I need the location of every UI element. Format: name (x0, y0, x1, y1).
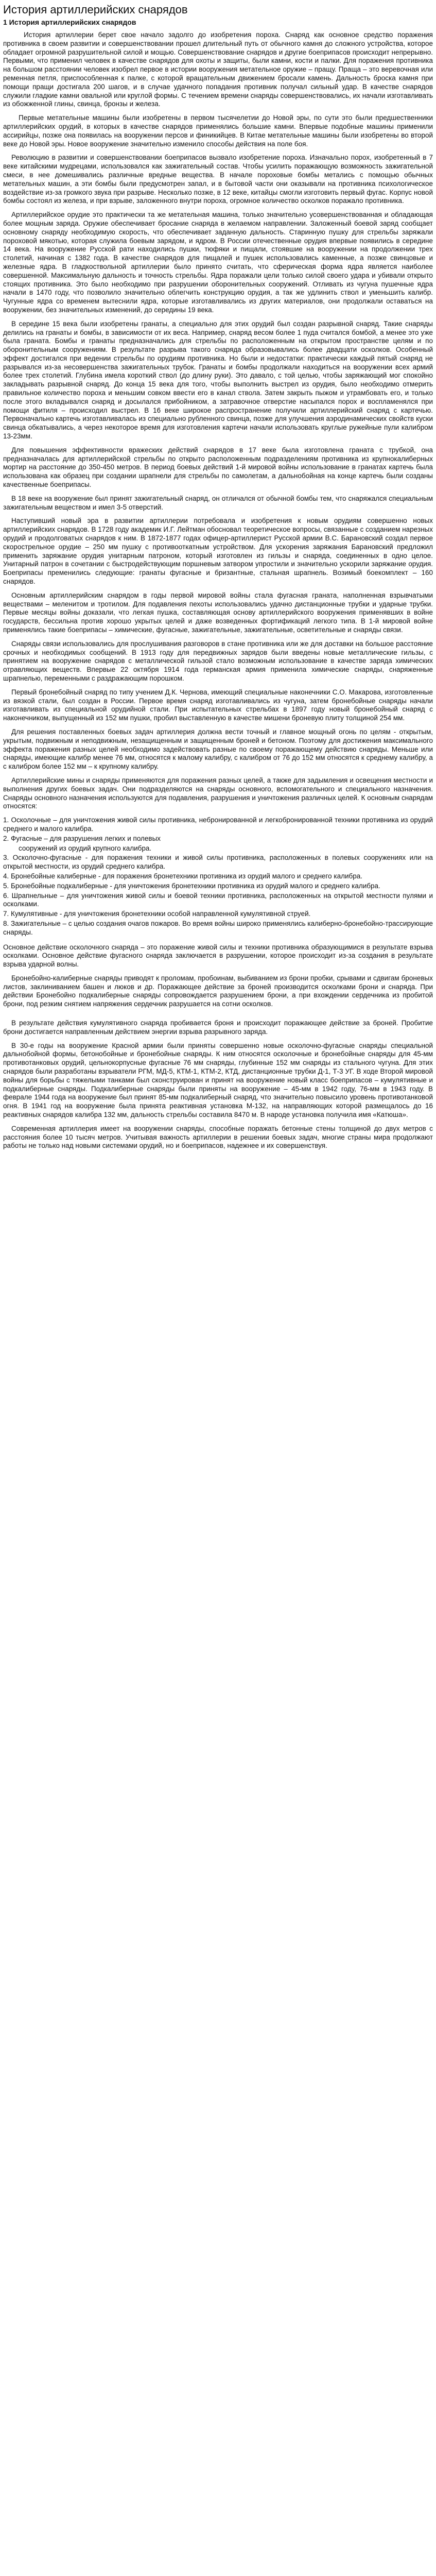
spacer (3, 938, 433, 943)
section-heading: 1 История артиллерийских снарядов (3, 18, 136, 26)
paragraph-6: Для повышения эффективности вражеских действий снарядов в 17 веке была изготовлена граната с трубкой, она предназначалась для артиллерийской стрельбы по открыто расположенным подразделениям противника из крупнокалиберных мортир на расстояние до 350-450 метров. В период боевых действий 1-й мировой войны использование в гранатах картечь была использована как образец при создании шрапнели для стрельбы по самолетам, а дальнобойная на конце картечь были созданы качественные боеприпасы. (3, 446, 433, 489)
list-item: 6. Шрапнельные – для уничтожения живой силы и боевой техники противника, расположенных на открытой местности пулями и осколками. (3, 891, 433, 908)
paragraph-11: Первый бронебойный снаряд по типу учением Д.К. Чернова, имеющий специальные наконечники С.О. Макарова, изготовленные из вязкой стали, был создан в России. Первое время снаряд изготавливались из чугуна, затем бронебойные снаряды начали изготавливать из специальной орудийной стали. При испытательных стрельбах в 1897 году новый бронебойный снаряд с наконечником, выпущенный из 152 мм пушки, пробил выставленную в качестве мишени броневую плиту толщиной 254 мм. (3, 688, 433, 722)
paragraph-1: История артиллерии берет свое начало задолго до изобретения пороха. Снаряд как основное средство поражения противника в своем развитии и совершенствовании прошел длительный путь от обычного камня до сложного устройства, которое обладает огромной разрушительной силой и мощью. Совершенствование снарядов и другие боеприпасов происходит непрерывно. Первыми, что применил человек в качестве снарядов для охоты и защиты, были камни, кости и палки. Для поражения противника на большом расстоянии человек изобрел первое в истории вооружения метательное оружие – пращу. Праща – это веревочная или ременная петля, приспособленная к палке, с которой вращательным движением бросали камень. Дальность броска камня при помощи пращи достигала 200 шагов, и в случае удачного попадания противник получал сильный удар. В качестве снарядов служили гладкие камни овальной или круглой формы. С течением времени снаряды совершенствовались, их начали изготавливать из обожженной глины, свинца, бронзы и железа. (3, 31, 433, 108)
paragraph-12: Для решения поставленных боевых задач артиллерия должна вести точный и главное мощный огонь по целям - открытым, укрытым, подвижным и неподвижным, незащищенным и защищенным броней и бетоном. Поэтому для достижения максимального эффекта поражения разных целей необходимо задействовать разные по своему поражающему действию снаряды. Меньше или снаряды, имеющие калибр менее 76 мм, относятся к малому калибру, с калибром от 76 до 152 мм относятся к среднему калибру, а с калибром более 152 мм – к крупному калибру. (3, 727, 433, 771)
list-item: 7. Кумулятивные - для уничтожения бронетехники особой направленной кумулятивной струей. (3, 910, 311, 918)
paragraph-15: Бронебойно-калиберные снаряды приводят к проломам, пробоинам, выбиванием из брони пробки, срывами и сдвигам броневых листов, заклиниванием башен и люков и др. Поражающее действие за броней производится осколками брони и снаряда. При действии Бронебойно подкалиберные снаряды сопровождается разрушением брони, а при вхождении сердечника из пробитой брони, под резким снятием напряжения сердечник разрушается на сотни осколков. (3, 974, 433, 1008)
paragraph-2: Первые метательные машины были изобретены в первом тысячелетии до Новой эры, по сути это были предшественники артиллерийских орудий, в которых в качестве снарядов применялись большие камни. Впервые подобные машины применили ассирийцы, позже она появилась на вооружении персов и финикийцев. В Китае метательные машины были изобретены во второй веке до Новой эры. Новое вооружение значительно изменило способы действия на поле боя. (3, 114, 433, 148)
paragraph-13: Артиллерийские мины и снаряды применяются для поражения разных целей, а также для задымления и освещения местности и выполнения других боевых задач. Они подразделяются на снаряды основного, вспомогательного и специального назначения. Снаряды основного назначения используются для подавления, разрушения и уничтожения различных целей. К основным снарядам относятся: (3, 776, 433, 810)
paragraph-7: В 18 веке на вооружение был принят зажигательный снаряд, он отличался от обычной бомбы тем, что снаряжался специальным зажигательным веществом и имел 3-5 отверстий. (3, 494, 433, 511)
paragraph-8: Наступивший новый эра в развитии артиллерии потребовала и изобретения к новым орудиям совершенно новых артиллерийских снарядов. В 1728 году академик И.Г. Лейтман обосновал теоретическое вопросы, связанные с созданием нарезных орудий и продолговатых снарядов к ним. В 1872-1877 годах офицер-артиллерист Русской армии В.С. Барановский создал первое скорострельное орудие – 250 мм пушку с противооткатным устройством. Для ускорения заряжания Барановский предложил применить заряжание орудия унитарным патроном, который изготовлен из гильзы и снаряда, соединенных в одно целое. Унитарный патрон в сочетании с быстродействующим поршневым затвором упростили и значительно ускорили заряжание орудия. Боеприпасы пременились следующие: гранаты фугасные и бризантные, стальная шрапнель. Возимый боекомплект – 160 снарядов. (3, 517, 433, 586)
list-item: сооружений из орудий крупного калибра. (19, 844, 152, 852)
paragraph-5: В середине 15 века были изобретены гранаты, а специально для этих орудий был создан разрывной снаряд. Такие снаряды делились на гранаты и бомбы, в зависимости от их веса. Например, снаряд весом более 1 пуда считался бомбой, а менее это уже была граната. Бомбы и гранаты предназначались для стрельбы по расположенным на открытом пространстве целям и по оборонительным сооружениям. В результате разрыва такого снаряда образовывались более двадцати осколков. Особенный эффект достигался при ведении стрельбы по орудиям противника. Но были и недостатки: практически каждый пятый снаряд не разрывался из-за несовершенства зажигательных трубок. Гранаты и бомбы продолжали находиться на вооружении всех армий более трех столетий. Глубина имела короткий ствол (до длину руки). Это давало, с той целью, чтобы заряжающий мог спокойно закладывать разрывной снаряд. До конца 15 века для того, чтобы выполнить выстрел из орудия, было необходимо отмерить правильное количество пороха и меньшим совком ввести его в канал ствола. Затем закрыть пыжом и утрамбовать его, и только после этого вкладывался снаряд и досылался прибойником, а затравочное отверстие насыпался порох и воспламенялся при помощи фитиля – происходил выстрел. В 16 веке широкое распространение получили артиллерийский снаряд с картечью. Первоначально картечь изготавливалась из специально рубленного свинца, позже для улучшения аэродинамических свойств куски свинца обкатывались, а через некоторое время для изготовления картечи начали использовать круглые ружейные пули калибром 13-23мм. (3, 319, 433, 440)
paragraph-16: В результате действия кумулятивного снаряда пробивается броня и происходит поражающее действие за броней. Пробитие брони достигается направленным действием энергии взрыва разрывного заряда. (3, 1019, 433, 1036)
paragraph-18: Современная артиллерия имеет на вооружении снаряды, способные поражать бетонные стены толщиной до двух метров с расстояния более 10 тысяч метров. Учитывая важность артиллерии в решении боевых задач, многие страны мира продолжают работы не только над новыми системами орудий, но и боеприпасов, надежнее и их совершенствуя. (3, 1124, 433, 1150)
paragraph-17: В 30-е годы на вооружение Красной армии были приняты совершенно новые осколочно-фугасные снаряды специальной дальнобойной формы, бетонобойные и бронебойные снаряды. К ним относятся осколочные и бронебойные снаряды для 45-мм противотанковых орудий, цельнокорпусные фугасные 76 мм снаряды, глубинные 152 мм снаряды из стального чугуна. Для этих снарядов были разработаны взрыватели РГМ, МД-5, КТМ-1, КТМ-2, КТД, дистанционные трубки Д-1, Т-3 УГ. В ходе Второй мировой войны для борьбы с тяжелыми танками был сконструирован и принят на вооружение новый класс боеприпасов – кумулятивные и подкалиберные снаряды. Подкалиберные снаряды были приняты на вооружение – 45-мм в 1942 году, 76-мм в 1943 году. В феврале 1944 года на вооружение был принят 85-мм подкалиберный снаряд, что значительно повысило уровень противотанковой огня. В 1941 год на вооружение была принята реактивная установка М-132, на направляющих которой размещалось до 16 реактивных снарядов калибра 132 мм, дальность стрельбы составила 8470 м. В народе установка получила имя «Катюша». (3, 1041, 433, 1119)
paragraph-14: Основное действие осколочного снаряда – это поражение живой силы и техники противника образующимися в результате взрыва осколками. Основное действие фугасного снаряда заключается в разрушении, которое происходит из-за создания в результате взрыва ударной волны. (3, 943, 433, 969)
list-item: 5. Бронебойные подкалиберные - для уничтожения бронетехники противника из орудий малого и среднего калибра. (3, 882, 380, 890)
article-page (0, 0, 436, 1160)
article-body (3, 31, 433, 1150)
paragraph-9: Основным артиллерийским снарядом в годы первой мировой войны стала фугасная граната, наполненная взрывчатыми веществами – меленитом и тротилом. Для подавления пехоты использовались удачно дистанционные трубки и ударные трубки. Первые месяцы войны доказали, что легкая пушка, составляющая основу артиллерийского вооружения применявших в войне государств, бессильна против хорошо укрытых целей и даже возведенных фортификаций легкого типа. В 1-й мировой войне применялись такие боеприпасы – химические, фугасные, зажигательные, зажигательные, осветительные и снаряды связи. (3, 591, 433, 634)
list-item: 3. Осколочно-фугасные - для поражения техники и живой силы противника, расположенных в полевых сооружениях или на открытой местности, из орудий среднего калибра. (3, 854, 433, 871)
list-item: 8. Зажигательные – с целью создания очагов пожаров. Во время войны широко применялись калиберно-бронебойно-трассирующие снаряды. (3, 919, 433, 936)
page-title: История артиллерийских снарядов (3, 3, 188, 16)
list-item: 1. Осколочные – для уничтожения живой силы противника, небронированной и легкобронированной техники противника из орудий среднего и малого калибра. (3, 816, 433, 833)
paragraph-10: Снаряды связи использовались для прослушивания разговоров в стане противника или же для доставки на большое расстояние срочных и необходимых сообщений. В 1913 году для передвижных зарядов были введены новые металлические гильзы, с принятием на вооружение снарядов с металлической гильзой стало возможным использование в качестве заряда химических отравляющих веществ. Впервые 22 октября 1914 года германская армия применила химические снаряды, снаряженные шрапнелью, переменными с раздражающим порошком. (3, 639, 433, 682)
projectile-types-list (3, 816, 433, 937)
list-item: 4. Бронебойные калиберные - для поражения бронетехники противника из орудий малого и среднего калибра. (3, 872, 363, 880)
list-item: 2. Фугасные – для разрушения легких и полевых (3, 834, 161, 842)
paragraph-3: Революцию в развитии и совершенствовании боеприпасов вызвало изобретение пороха. Изначально порох, изобретенный в 7 веке китайскими мудрецами, использовался как зажигательный состав. Чтобы усилить поражающую возможность зажигательной смеси, в нее домешивались различные вредные вещества. В начале пороховые бомбы метались с помощью обычных метательных машин, а эти бомбы были предусмотрен запал, и в бытовой части они оказывали на противника психологическое воздействие из-за громкого звука при разрыве. Несколько позже, в 12 веке, китайцы смогли изготовить первый фугас. Корпус новой бомбы состоял из железа, и при взрыве, заложенного внутри пороха, огромное количество осколков поражало противника. (3, 154, 433, 205)
paragraph-4: Артиллерийское орудие это практически та же метательная машина, только значительно усовершенствованная и обладающая более мощным заряда. Оружие обеспечивает бросание снаряда в желаемом направлении. Заложенный боевой заряд сообщает основному снаряду необходимую скорость, что обеспечивает заданную дальность. Старинную пушку для стрельбы заряжали пороховой мякотью, которая служила боевым зарядом, и ядром. В России отечественные орудия впервые появились в середине 14 века. На вооружение Русской рати находились пушки, тюфяки и пищали, стоявшие на вооружении на продолжении трех столетий, начиная с 1382 года. В качестве снарядов для пищалей и пушек использовались каменные, а позже свинцовые и железные ядра. В гладкоствольной артиллерии было принято считать, что сферическая форма ядра является наиболее совершенной. Максимальную дальность и точность стрельбы. Ядра поражали цели только силой своего удара и убивали открыто стоящих противника. Это было необходимо при разрушении оборонительных сооружений. Отливать из чугуна пушечные ядра начали в 1470 году, что позволило значительно облегчить конструкцию орудия, а так же удлинить ствол и уменьшить калибр. Чугунные ядра со временем вытеснили ядра, которые изготавливались из других материалов, они продолжали оставаться на вооружении, без значительных изменений, до середины 19 века. (3, 211, 433, 314)
spacer (3, 1014, 433, 1019)
